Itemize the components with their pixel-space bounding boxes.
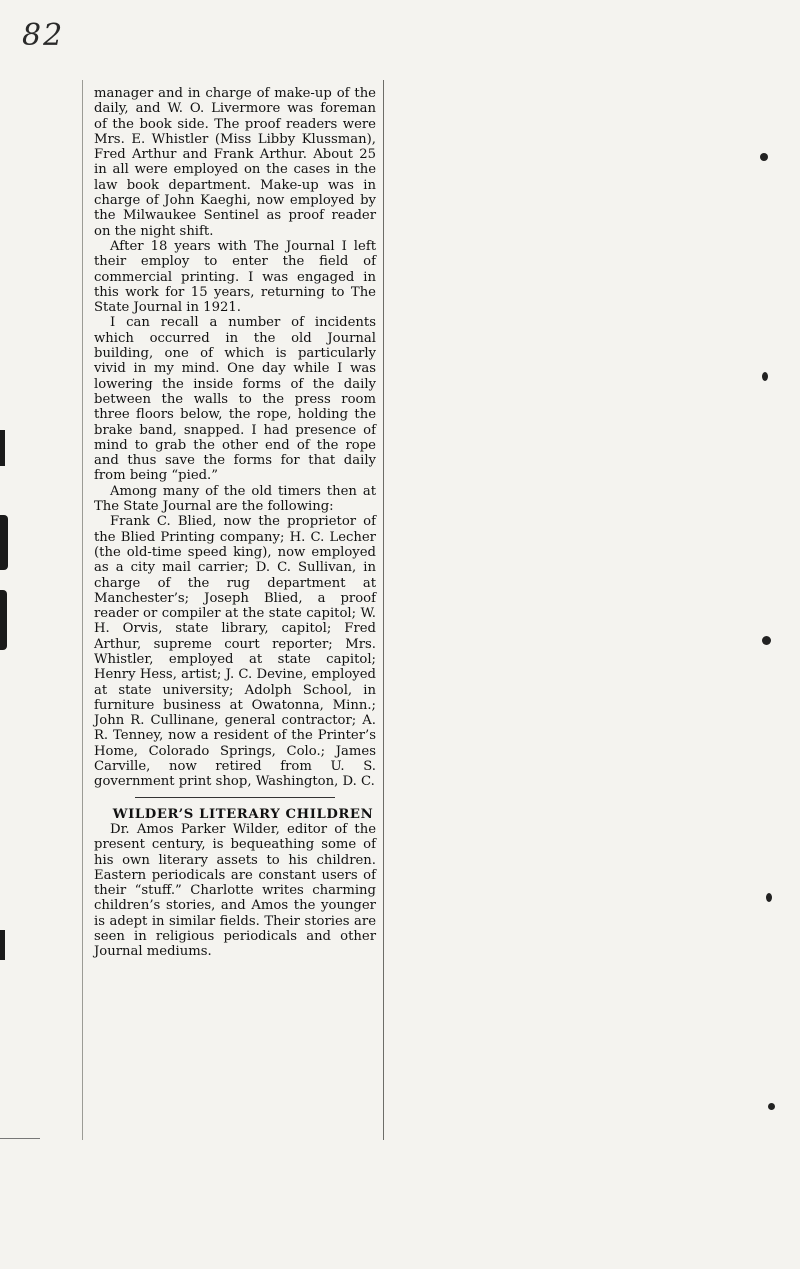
article-divider (135, 797, 335, 798)
article-paragraph-1: manager and in charge of make-up of the daily, and W. O. Livermore was foreman of the book side. The proof readers were Mrs. E. Whistler (Miss Libby Klussman), Fred Arthur and Frank Arthur. About 25 in all were employed on the cases in the law book department. Make-up was in charge of John Kaeghi, now employed by the Milwaukee Sentinel as proof reader on the night shift. (94, 86, 376, 239)
left-edge-line (0, 1138, 40, 1139)
article-column (94, 86, 376, 960)
sidebar-headline: WILDER’S LITERARY CHILDREN (112, 806, 374, 822)
article-paragraph-4: Among many of the old timers then at The State Journal are the following: (94, 483, 376, 515)
left-edge-mark-bottom (0, 930, 5, 960)
left-edge-mark-lower (0, 590, 7, 650)
sidebar-paragraph-1: Dr. Amos Parker Wilder, editor of the present century, is bequeathing some of his own literary assets to his children. Eastern periodicals are constant users of their “stuff.” Charlotte writes charming children’s stories, and Amos the younger is adept in similar fields. Their stories are seen in religious periodicals and other Journal mediums. (94, 821, 376, 960)
binder-hole-3 (762, 636, 771, 645)
binder-hole-2 (762, 372, 768, 381)
binder-hole-5 (768, 1103, 775, 1110)
binder-hole-4 (766, 893, 772, 902)
binder-hole-1 (760, 153, 768, 161)
left-edge-mark-middle (0, 515, 8, 570)
article-paragraph-3: I can recall a number of incidents which occurred in the old Journal building, one of which is particularly vivid in my mind. One day while I was lowering the inside forms of the daily between the walls to the press room three floors below, the rope, holding the brake band, snapped. I had presence of mind to grab the other end of the rope and thus save the forms for that daily from being “pied.” (94, 315, 376, 484)
article-paragraph-2: After 18 years with The Journal I left their employ to enter the field of commercial printing. I was engaged in this work for 15 years, returning to The State Journal in 1921. (94, 238, 376, 316)
left-edge-mark-top (0, 430, 5, 466)
article-paragraph-5: Frank C. Blied, now the proprietor of the Blied Printing company; H. C. Lecher (the old-time speed king), now employed as a city mail carrier; D. C. Sullivan, in charge of the rug department at Manchester’s; Joseph Blied, a proof reader or compiler at the state capitol; W. H. Orvis, state library, capitol; Fred Arthur, supreme court reporter; Mrs. Whistler, employed at state capitol; Henry Hess, artist; J. C. Devine, employed at state university; Adolph School, in furniture business at Owatonna, Minn.; John R. Cullinane, general contractor; A. R. Tenney, now a resident of the Printer’s Home, Colorado Springs, Colo.; James Carville, now retired from U. S. government print shop, Washington, D. C. (94, 514, 376, 790)
page-number: 82 (22, 18, 65, 53)
